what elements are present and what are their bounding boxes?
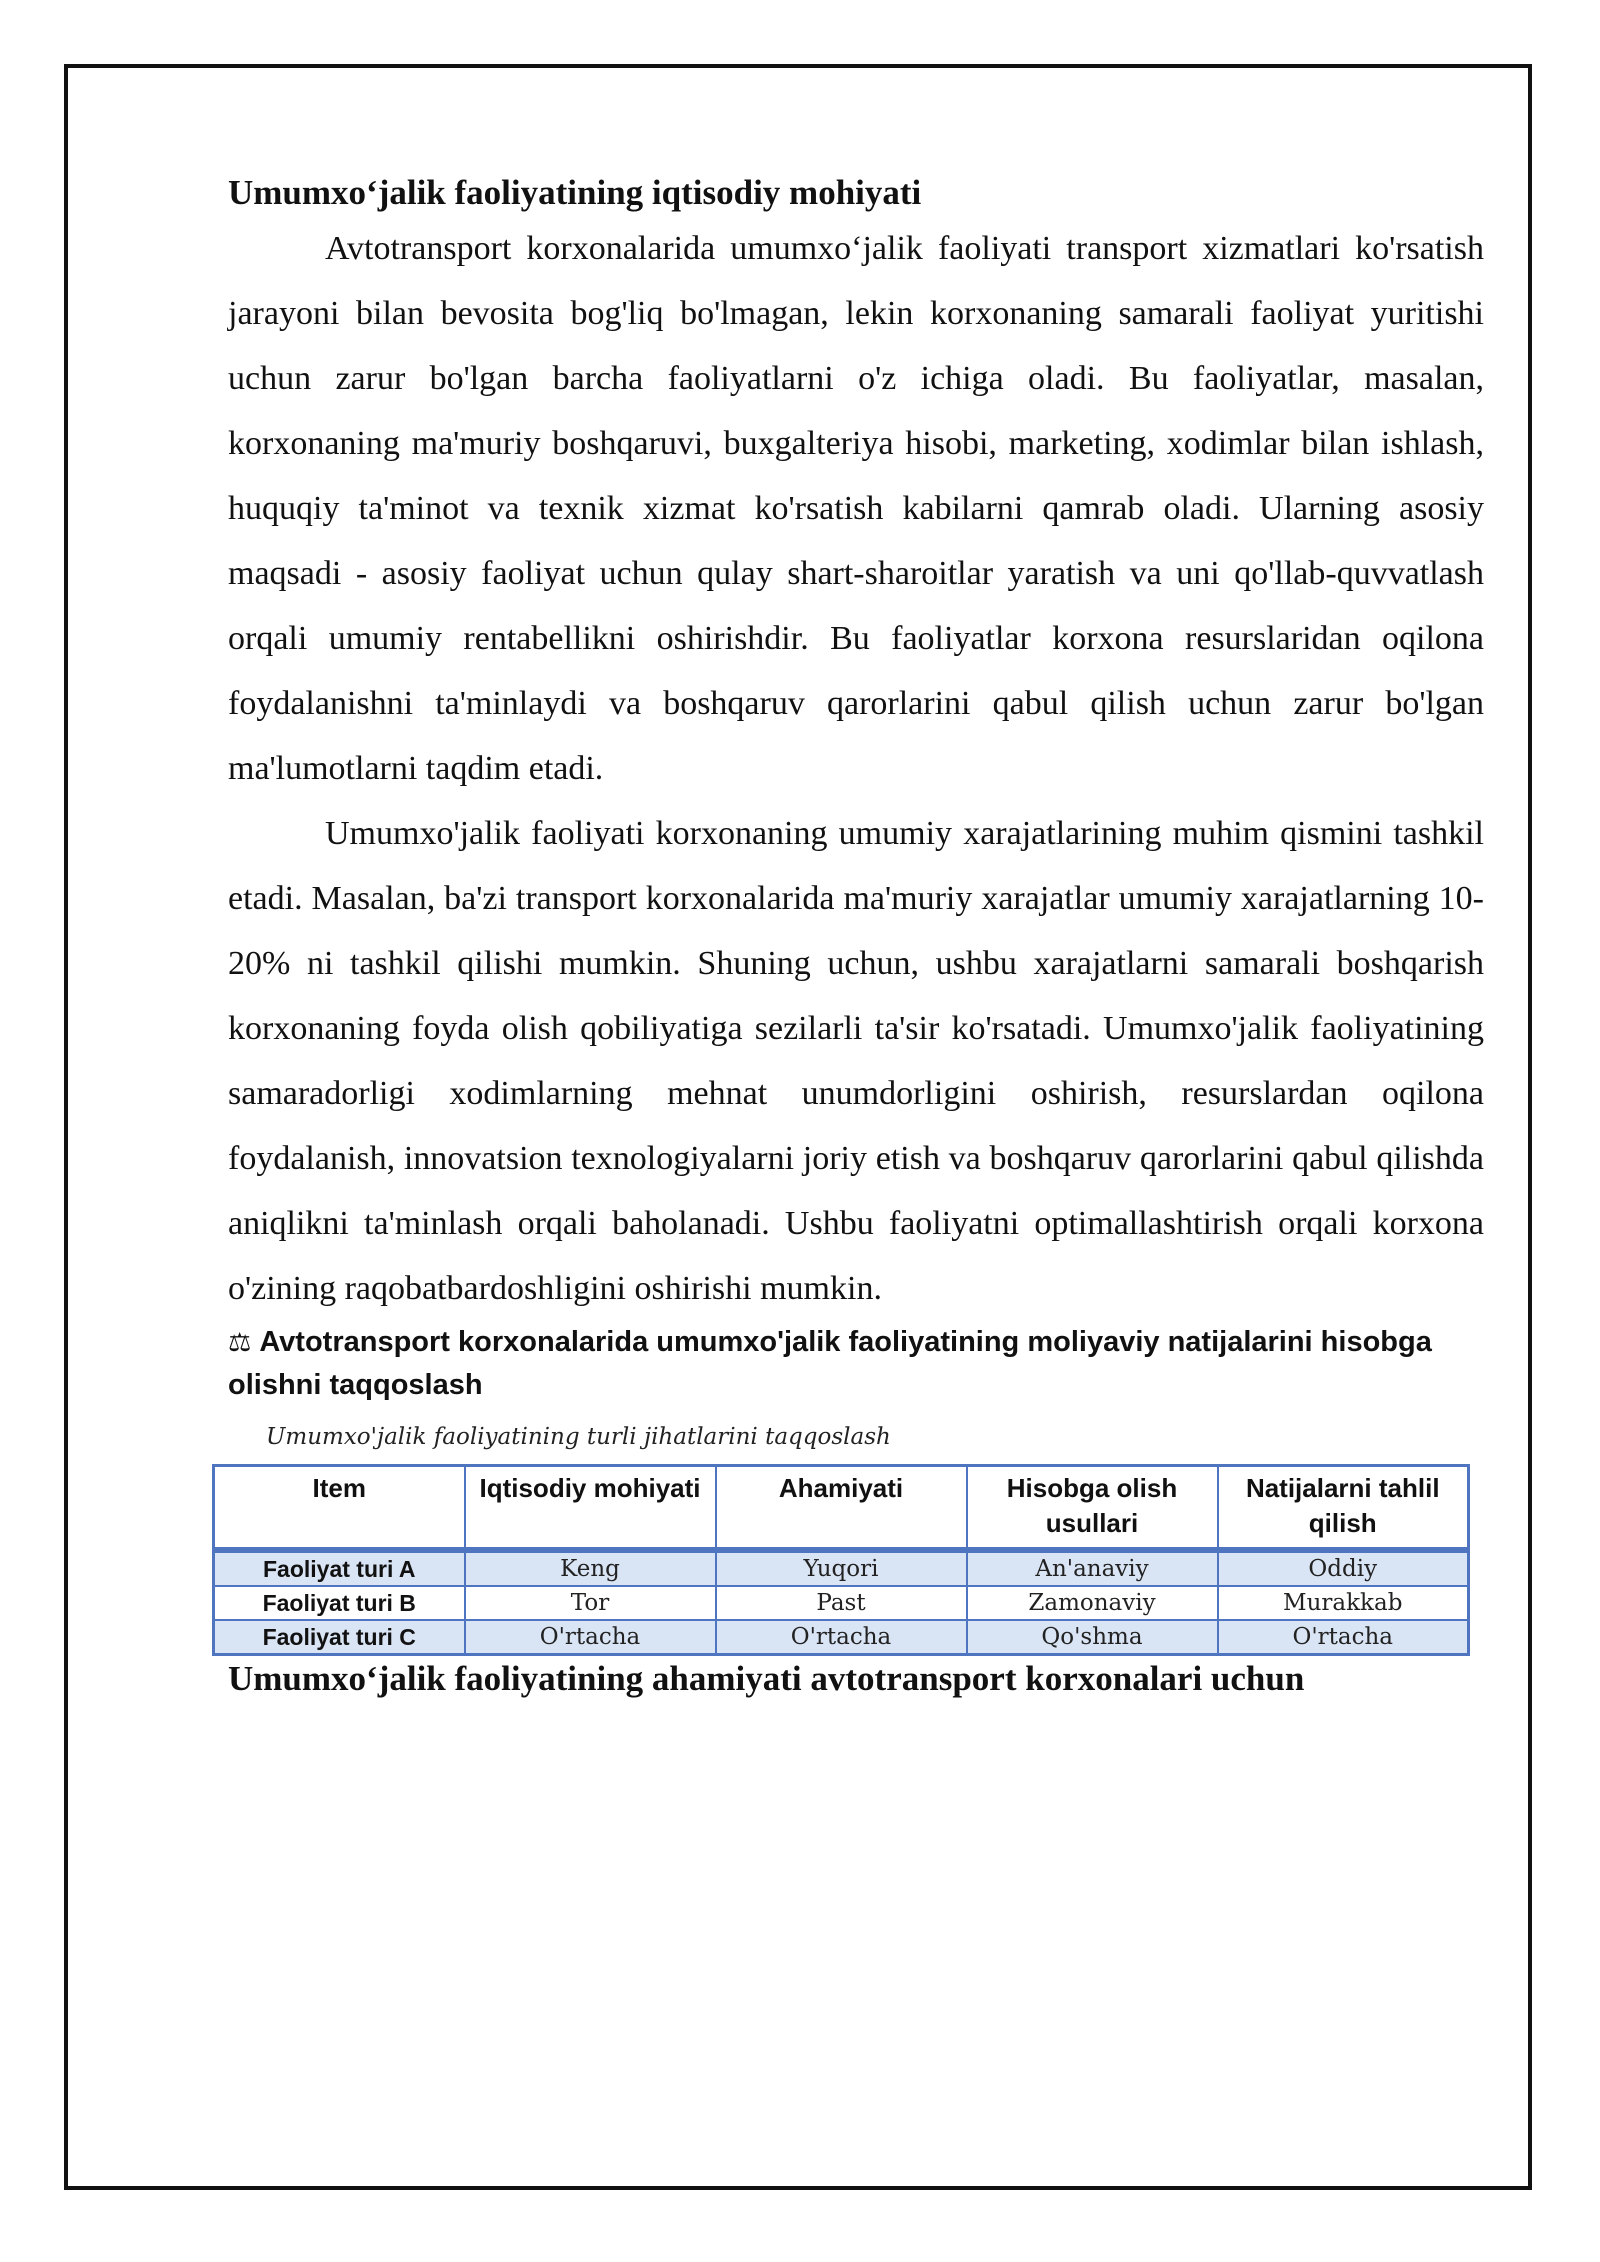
section-heading: Umumxo‘jalik faoliyatining iqtisodiy mohiyati (228, 173, 922, 212)
section-heading: Umumxo‘jalik faoliyatining ahamiyati avtotransport korxonalari uchun (228, 1658, 1305, 1698)
table-caption (228, 1321, 1484, 1406)
column-header: Natijalarni tahlil qilish (1218, 1465, 1469, 1550)
table-cell: Past (716, 1586, 967, 1620)
table-cell: Tor (465, 1586, 716, 1620)
table-cell: Keng (465, 1550, 716, 1586)
row-header-cell: Faoliyat turi C (214, 1620, 465, 1655)
table-wrapper (212, 1464, 1470, 1656)
row-header-cell: Faoliyat turi B (214, 1586, 465, 1620)
balance-scale-icon: ⚖ (228, 1327, 252, 1358)
column-header: Ahamiyati (716, 1465, 967, 1550)
table-cell: Oddiy (1218, 1550, 1469, 1586)
table-cell: O'rtacha (465, 1620, 716, 1655)
table-row (214, 1550, 1469, 1586)
body-paragraph: Avtotransport korxonalarida umumxo‘jalik faoliyati transport xizmatlari ko'rsatish jarayoni bilan bevosita bog'liq bo'lmagan, lekin korxonaning samarali faoliyat yuritishi uchun zarur bo'lgan barcha faoliyatlarni o'z ichiga oladi. Bu faoliyatlar, masalan, korxonaning ma'muriy boshqaruvi, buxgalteriya hisobi, marketing, xodimlar bilan ishlash, huquqiy ta'minot va texnik xizmat ko'rsatish kabilarni qamrab oladi. Ularning asosiy maqsadi - asosiy faoliyat uchun qulay shart-sharoitlar yaratish va uni qo'llab-quvvatlash orqali umumiy rentabellikni oshirishdir. Bu faoliyatlar korxona resurslaridan oqilona foydalanishni ta'minlaydi va boshqaruv qarorlarini qabul qilish uchun zarur bo'lgan ma'lumotlarni taqdim etadi. (228, 229, 1484, 787)
table-cell: O'rtacha (716, 1620, 967, 1655)
table-row (214, 1620, 1469, 1655)
table-cell: Murakkab (1218, 1586, 1469, 1620)
column-header: Item (214, 1465, 465, 1550)
table-subtitle: Umumxo'jalik faoliyatining turli jihatlarini taqqoslash (266, 1423, 891, 1450)
table-cell: Qo'shma (967, 1620, 1218, 1655)
column-header: Hisobga olish usullari (967, 1465, 1218, 1550)
table-caption-text: Avtotransport korxonalarida umumxo'jalik faoliyatining moliyaviy natijalarini hisobga olishni taqqoslash (228, 1325, 1432, 1401)
table-row (214, 1586, 1469, 1620)
table-cell: Zamonaviy (967, 1586, 1218, 1620)
body-paragraph: Umumxo'jalik faoliyati korxonaning umumiy xarajatlarining muhim qismini tashkil etadi. Masalan, ba'zi transport korxonalarida ma'muriy xarajatlar umumiy xarajatlarning 10-20% ni tashkil qilishi mumkin. Shuning uchun, ushbu xarajatlarni samarali boshqarish korxonaning foyda olish qobiliyatiga sezilarli ta'sir ko'rsatadi. Umumxo'jalik faoliyatining samaradorligi xodimlarning mehnat unumdorligini oshirish, resurslardan oqilona foydalanish, innovatsion texnologiyalarni joriy etish va boshqaruv qarorlarini qabul qilishda aniqlikni ta'minlash orqali baholanadi. Ushbu faoliyatni optimallashtirish orqali korxona o'zining raqobatbardoshligini oshirishi mumkin. (228, 814, 1484, 1307)
table-cell: O'rtacha (1218, 1620, 1469, 1655)
table-cell: Yuqori (716, 1550, 967, 1586)
table-cell: An'anaviy (967, 1550, 1218, 1586)
row-header-cell: Faoliyat turi A (214, 1550, 465, 1586)
comparison-table (212, 1464, 1470, 1656)
column-header: Iqtisodiy mohiyati (465, 1465, 716, 1550)
table-header-row (214, 1465, 1469, 1550)
document-content (228, 170, 1484, 1701)
